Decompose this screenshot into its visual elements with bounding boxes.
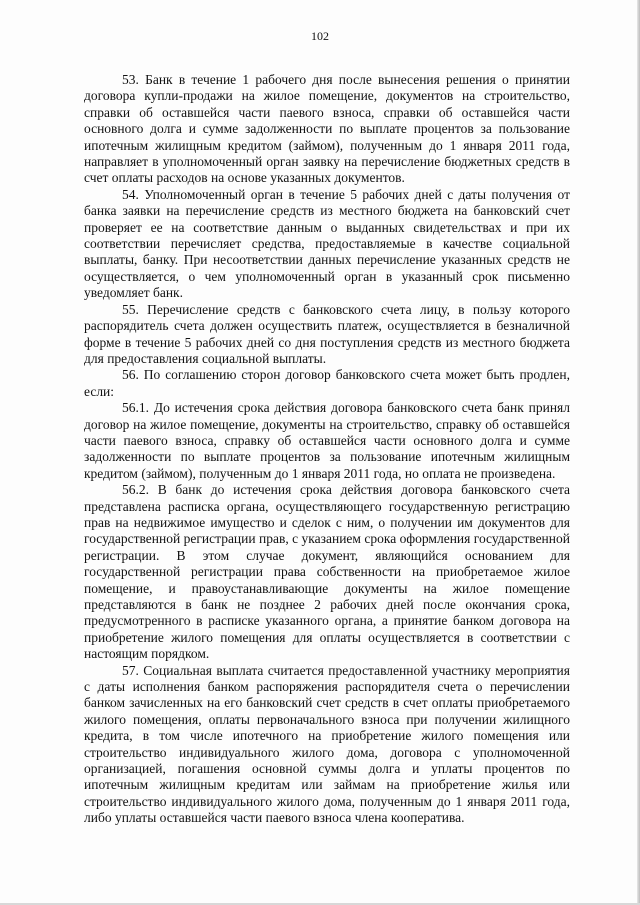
paragraph-57: 57. Социальная выплата считается предоставленной участнику мероприятия с даты исполнения банком распоряжения распорядителя счета о перечислении банком зачисленных на его банковский счет средств в счет оплаты приобретаемого жилого помещения, оплаты первоначального взноса при получении жилищного кредита, в том числе ипотечного на приобретение жилого помещения или строительство индивидуального жилого дома, договора с уполномоченной организацией, погашения основной суммы долга и уплаты процентов по ипотечным жилищным кредитам или займам на приобретение жилья или строительство индивидуального жилого дома, полученным до 1 января 2011 года, либо уплаты оставшейся части паевого взноса члена кооператива. xyxy=(84,662,570,826)
paragraph-54: 54. Уполномоченный орган в течение 5 рабочих дней с даты получения от банка заявки на перечисление средств из местного бюджета на банковский счет проверяет ее на соответствие данным о выданных свидетельствах и при их соответствии перечисляет средства, предоставляемые в качестве социальной выплаты, банку. При несоответствии данных перечисление указанных средств не осуществляется, о чем уполномоченный орган в указанный срок письменно уведомляет банк. xyxy=(84,186,570,301)
paragraph-56: 56. По соглашению сторон договор банковского счета может быть продлен, если: xyxy=(84,367,570,399)
page-number: 102 xyxy=(311,29,329,43)
paragraph-53: 53. Банк в течение 1 рабочего дня после вынесения решения о принятии договора купли-продажи на жилое помещение, документов на строительство, справки об оставшейся части паевого взноса, справки об оставшейся части основного долга и сумме задолженности по выплате процентов за пользование ипотечным жилищным кредитом (займом), полученным до 1 января 2011 года, направляет в уполномоченный орган заявку на перечисление бюджетных средств в счет оплаты расходов на основе указанных документов. xyxy=(84,72,570,186)
paragraph-55: 55. Перечисление средств с банковского счета лицу, в пользу которого распорядитель счета должен осуществить платеж, осуществляется в безналичной форме в течение 5 рабочих дней со дня поступления средств из местного бюджета для предоставления социальной выплаты. xyxy=(84,301,570,366)
paragraph-56-1: 56.1. До истечения срока действия договора банковского счета банк принял договор на жилое помещение, документы на строительство, справку об оставшейся части паевого взноса, справку об оставшейся части основного долга и сумме задолженности по выплате процентов за пользование ипотечным жилищным кредитом (займом), полученным до 1 января 2011 года, но оплата не произведена. xyxy=(84,400,570,481)
document-body xyxy=(84,72,570,827)
paragraph-56-2: 56.2. В банк до истечения срока действия договора банковского счета представлена расписка органа, осуществляющего государственную регистрацию прав на недвижимое имущество и сделок с ним, о получении им документов для государственной регистрации прав, с указанием срока оформления государственной регистрации. В этом случае документ, являющийся основанием для государственной регистрации права собственности на приобретаемое жилое помещение, и правоустанавливающие документы на жилое помещение представляются в банк не позднее 2 рабочих дней после окончания срока, предусмотренного в расписке указанного органа, а принятие банком договора на приобретение жилого помещения для оплаты осуществляется в соответствии с настоящим порядком. xyxy=(84,482,570,662)
